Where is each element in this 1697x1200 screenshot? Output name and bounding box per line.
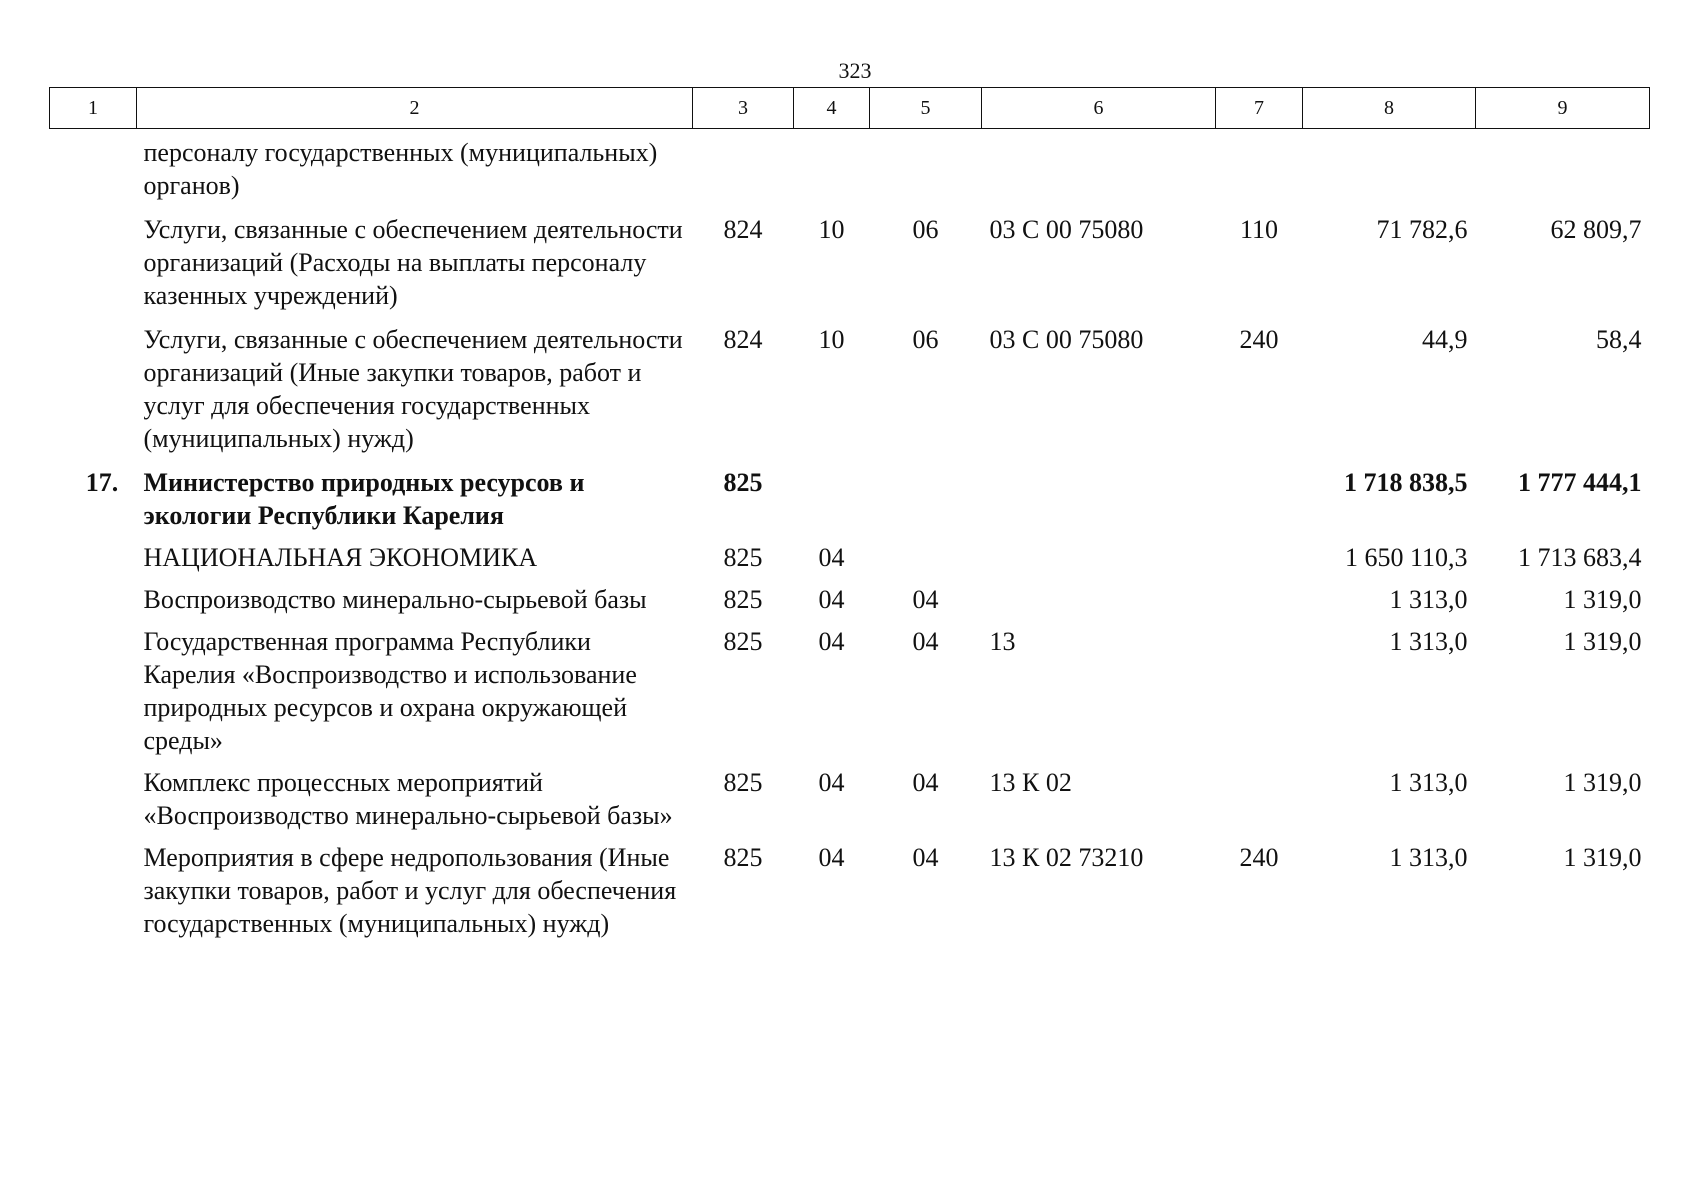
code-expense-type <box>1216 625 1303 766</box>
amount-year-2: 1 319,0 <box>1563 843 1642 872</box>
header-col-2: 2 <box>137 88 693 129</box>
code-ministry: 824 <box>723 325 763 354</box>
code-section: 04 <box>818 627 845 656</box>
table-row <box>50 213 1650 323</box>
code-expense-type <box>1216 466 1303 541</box>
amount-year-1: 1 313,0 <box>1389 627 1468 656</box>
row-name: Комплекс процессных мероприятий «Воспроизводство минерально-сырьевой базы» <box>143 768 673 830</box>
header-col-4: 4 <box>794 88 870 129</box>
code-section: 04 <box>818 843 845 872</box>
code-ministry: 825 <box>723 468 763 497</box>
amount-year-2: 1 319,0 <box>1563 627 1642 656</box>
code-expense-type <box>1216 541 1303 583</box>
code-target-article <box>982 583 1216 625</box>
amount-year-1: 1 313,0 <box>1389 585 1468 614</box>
code-ministry: 825 <box>723 585 763 614</box>
row-number <box>50 625 137 766</box>
table-row <box>50 841 1650 940</box>
code-expense-type: 240 <box>1239 843 1279 872</box>
row-name: персоналу государственных (муниципальных) органов) <box>143 138 658 200</box>
row-name: Государственная программа Республики Карелия «Воспроизводство и использование природных ресурсов и охрана окружающей среды» <box>143 627 637 755</box>
code-ministry: 824 <box>723 215 763 244</box>
code-target-article: 13 <box>989 627 1016 656</box>
amount-year-1: 71 782,6 <box>1376 215 1468 244</box>
amount-year-1: 44,9 <box>1422 325 1468 354</box>
code-section <box>794 466 870 541</box>
row-number <box>50 213 137 323</box>
code-ministry: 825 <box>723 543 763 572</box>
code-expense-type: 240 <box>1239 325 1279 354</box>
amount-year-2 <box>1476 129 1650 214</box>
code-target-article: 13 К 02 73210 <box>989 843 1144 872</box>
row-name: Воспроизводство минерально-сырьевой базы <box>143 585 647 614</box>
code-target-article: 03 С 00 75080 <box>989 325 1144 354</box>
code-subsection: 04 <box>912 627 939 656</box>
code-section: 04 <box>818 543 845 572</box>
header-col-7: 7 <box>1216 88 1303 129</box>
header-col-5: 5 <box>870 88 982 129</box>
row-number <box>50 841 137 940</box>
code-section <box>794 129 870 214</box>
amount-year-1 <box>1303 129 1476 214</box>
code-target-article: 03 С 00 75080 <box>989 215 1144 244</box>
table-row <box>50 766 1650 841</box>
code-target-article <box>982 129 1216 214</box>
row-number <box>50 766 137 841</box>
amount-year-1: 1 313,0 <box>1389 768 1468 797</box>
row-name: Министерство природных ресурсов и экологии Республики Карелия <box>143 468 585 530</box>
page-number: 323 <box>838 58 872 83</box>
code-subsection: 04 <box>912 768 939 797</box>
code-ministry: 825 <box>723 843 763 872</box>
code-ministry: 825 <box>723 627 763 656</box>
table-row <box>50 541 1650 583</box>
row-number <box>50 129 137 214</box>
code-expense-type <box>1216 129 1303 214</box>
code-subsection: 04 <box>912 843 939 872</box>
header-col-6: 6 <box>982 88 1216 129</box>
code-expense-type <box>1216 583 1303 625</box>
row-name: Услуги, связанные с обеспечением деятельности организаций (Расходы на выплаты персоналу казенных учреждений) <box>143 215 683 310</box>
amount-year-2: 62 809,7 <box>1550 215 1642 244</box>
code-ministry: 825 <box>723 768 763 797</box>
code-target-article <box>982 541 1216 583</box>
code-subsection <box>870 129 982 214</box>
amount-year-1: 1 313,0 <box>1389 843 1468 872</box>
code-subsection: 04 <box>912 585 939 614</box>
header-col-1: 1 <box>50 88 137 129</box>
table-row <box>50 323 1650 466</box>
amount-year-2: 1 713 683,4 <box>1518 543 1642 572</box>
amount-year-1: 1 718 838,5 <box>1344 468 1468 497</box>
row-name: Мероприятия в сфере недропользования (Иные закупки товаров, работ и услуг для обеспечения государственных (муниципальных) нужд) <box>143 843 677 938</box>
amount-year-2: 58,4 <box>1596 325 1642 354</box>
code-section: 10 <box>818 215 845 244</box>
amount-year-2: 1 777 444,1 <box>1518 468 1642 497</box>
amount-year-2: 1 319,0 <box>1563 768 1642 797</box>
code-subsection: 06 <box>912 215 939 244</box>
row-number <box>50 323 137 466</box>
budget-table <box>49 87 1650 940</box>
code-expense-type: 110 <box>1239 215 1279 244</box>
row-number <box>50 583 137 625</box>
header-col-9: 9 <box>1476 88 1650 129</box>
header-row <box>50 88 1650 129</box>
code-subsection <box>870 466 982 541</box>
code-subsection <box>870 541 982 583</box>
table-row <box>50 129 1650 214</box>
table-row <box>50 466 1650 541</box>
code-ministry <box>693 129 794 214</box>
header-col-3: 3 <box>693 88 794 129</box>
code-target-article: 13 К 02 <box>989 768 1072 797</box>
code-section: 04 <box>818 768 845 797</box>
row-number: 17. <box>85 468 119 497</box>
row-name: Услуги, связанные с обеспечением деятельности организаций (Иные закупки товаров, работ и услуг для обеспечения государственных (муниципальных) нужд) <box>143 325 683 453</box>
code-expense-type <box>1216 766 1303 841</box>
code-target-article <box>982 466 1216 541</box>
amount-year-2: 1 319,0 <box>1563 585 1642 614</box>
amount-year-1: 1 650 110,3 <box>1344 543 1468 572</box>
code-section: 04 <box>818 585 845 614</box>
table-row <box>50 583 1650 625</box>
code-section: 10 <box>818 325 845 354</box>
code-subsection: 06 <box>912 325 939 354</box>
table-row <box>50 625 1650 766</box>
header-col-8: 8 <box>1303 88 1476 129</box>
table-body <box>50 129 1650 941</box>
table-header <box>50 88 1650 129</box>
row-number <box>50 541 137 583</box>
row-name: НАЦИОНАЛЬНАЯ ЭКОНОМИКА <box>143 543 538 572</box>
